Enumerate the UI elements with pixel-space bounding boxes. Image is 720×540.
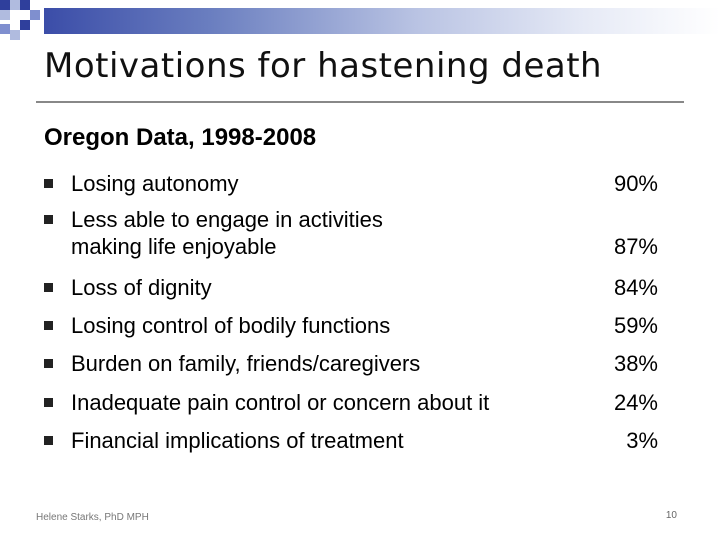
footer-author: Helene Starks, PhD MPH — [36, 512, 149, 523]
bullet-square-icon — [44, 398, 53, 407]
bullet-square-icon — [44, 179, 53, 188]
header-gradient-bar — [44, 8, 720, 34]
item-label: Burden on family, friends/caregivers — [71, 351, 421, 376]
bullet-square-icon — [44, 283, 53, 292]
item-label: Losing control of bodily functions — [71, 313, 391, 338]
item-percentage: 90% — [613, 171, 658, 196]
page-number: 10 — [665, 510, 677, 521]
bullet-square-icon — [44, 321, 53, 330]
slide-subtitle: Oregon Data, 1998-2008 — [44, 124, 317, 151]
item-percentage: 59% — [613, 313, 658, 338]
bullet-square-icon — [44, 215, 53, 224]
item-percentage: 3% — [626, 428, 658, 453]
item-label: Less able to engage in activities making life enjoyable — [71, 207, 383, 259]
item-label: Loss of dignity — [71, 275, 212, 300]
slide-title: Motivations for hastening death — [44, 46, 603, 86]
item-percentage: 87% — [613, 234, 658, 259]
item-label: Losing autonomy — [71, 171, 239, 196]
item-percentage: 24% — [613, 390, 658, 415]
item-percentage: 84% — [613, 275, 658, 300]
item-label: Financial implications of treatment — [71, 428, 404, 453]
item-label: Inadequate pain control or concern about it — [71, 390, 490, 415]
bullet-square-icon — [44, 359, 53, 368]
item-percentage: 38% — [613, 351, 658, 376]
title-divider — [36, 101, 684, 103]
bullet-square-icon — [44, 436, 53, 445]
